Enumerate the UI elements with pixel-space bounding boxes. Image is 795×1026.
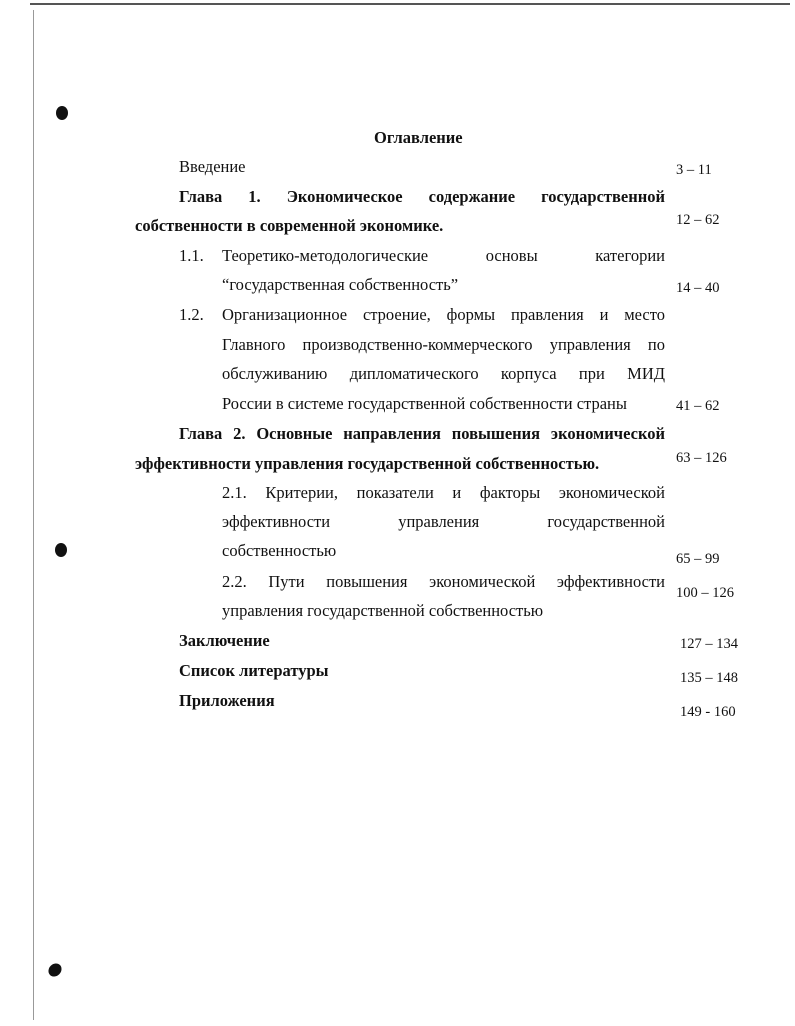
toc-conclusion-pages: 127 – 134 — [680, 636, 738, 652]
toc-s21-line3: собственностью — [222, 541, 337, 560]
toc-s21-line1: 2.1. Критерии, показатели и факторы экономической — [222, 483, 665, 502]
toc-s12-line1: Организационное строение, формы правления и место — [222, 305, 665, 324]
toc-s21-pages: 65 – 99 — [676, 551, 720, 567]
toc-s11-line1: Теоретико-методологические основы категории — [222, 246, 665, 265]
toc-appendix-pages: 149 - 160 — [680, 704, 736, 720]
toc-references-label: Список литературы — [179, 661, 329, 680]
toc-chapter1-line1: Глава 1. Экономическое содержание государственной — [179, 187, 665, 206]
punch-hole-middle — [55, 543, 67, 557]
toc-chapter1-pages: 12 – 62 — [676, 212, 720, 228]
toc-s11-line2: “государственная собственность” — [222, 275, 459, 294]
toc-chapter2-line1: Глава 2. Основные направления повышения экономической — [179, 424, 665, 443]
toc-chapter1-line2: собственности в современной экономике. — [135, 216, 444, 235]
toc-s12-number: 1.2. — [179, 305, 204, 324]
toc-s11-pages: 14 – 40 — [676, 280, 720, 296]
page-title: Оглавление — [374, 128, 463, 147]
toc-references-pages: 135 – 148 — [680, 670, 738, 686]
punch-hole-bottom — [46, 961, 64, 979]
toc-intro-pages: 3 – 11 — [676, 162, 712, 178]
toc-s22-line1: 2.2. Пути повышения экономической эффективности — [222, 572, 665, 591]
toc-s12-pages: 41 – 62 — [676, 398, 720, 414]
toc-s11-number: 1.1. — [179, 246, 204, 265]
toc-s22-pages: 100 – 126 — [676, 585, 734, 601]
toc-s12-line2: Главного производственно-коммерческого управления по — [222, 335, 665, 354]
toc-s22-line2: управления государственной собственностью — [222, 601, 544, 620]
scan-border-top — [30, 3, 790, 5]
scan-border-left — [33, 10, 34, 1020]
toc-s12-line4: России в системе государственной собственности страны — [222, 394, 627, 413]
toc-chapter2-pages: 63 – 126 — [676, 450, 727, 466]
toc-s21-line2: эффективности управления государственной — [222, 512, 665, 531]
toc-s12-line3: обслуживанию дипломатического корпуса при МИД — [222, 364, 665, 383]
punch-hole-top — [56, 106, 68, 120]
toc-chapter2-line2: эффективности управления государственной собственностью. — [135, 454, 600, 473]
toc-conclusion-label: Заключение — [179, 631, 270, 650]
toc-intro-label: Введение — [179, 157, 246, 176]
toc-appendix-label: Приложения — [179, 691, 275, 710]
